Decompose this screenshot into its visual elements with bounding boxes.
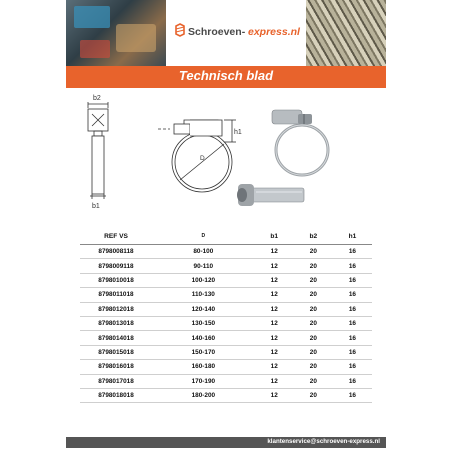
- table-row: [80, 316, 372, 330]
- table-cell: 12: [255, 331, 294, 345]
- table-cell: 16: [333, 302, 372, 316]
- table-cell: 90-110: [152, 259, 255, 273]
- table-cell: 12: [255, 245, 294, 259]
- table-cell: 20: [294, 273, 333, 287]
- table-cell: 8798012018: [80, 302, 152, 316]
- datasheet-page: [66, 0, 386, 452]
- footer: [66, 437, 386, 448]
- table-cell: 130-150: [152, 316, 255, 330]
- table-cell: 12: [255, 288, 294, 302]
- table-cell: 160-180: [152, 360, 255, 374]
- table-cell: 20: [294, 302, 333, 316]
- table-row: [80, 273, 372, 287]
- table-cell: 8798016018: [80, 360, 152, 374]
- table-cell: 12: [255, 259, 294, 273]
- clamp-housing-photo: [237, 184, 304, 206]
- table-cell: 16: [333, 245, 372, 259]
- brand-logo[interactable]: [166, 0, 306, 66]
- footer-email[interactable]: klantenservice@schroeven-express.nl: [267, 438, 380, 445]
- table-cell: 180-200: [152, 388, 255, 402]
- table-row: [80, 331, 372, 345]
- label-h1: h1: [234, 129, 242, 136]
- brand-name: Schroeven-: [188, 26, 246, 38]
- table-row: [80, 345, 372, 359]
- table-cell: 8798010018: [80, 273, 152, 287]
- tools-photo: [66, 0, 166, 66]
- screw-logo-icon: [174, 23, 186, 37]
- spec-table: [80, 228, 372, 403]
- table-cell: 8798018018: [80, 388, 152, 402]
- table-cell: 20: [294, 259, 333, 273]
- front-view: [88, 102, 108, 199]
- screws-photo: [306, 0, 386, 66]
- table-cell: 16: [333, 259, 372, 273]
- table-cell: 16: [333, 331, 372, 345]
- table-cell: 8798009118: [80, 259, 152, 273]
- table-cell: 16: [333, 288, 372, 302]
- table-row: [80, 388, 372, 402]
- table-cell: 8798014018: [80, 331, 152, 345]
- table-cell: 16: [333, 273, 372, 287]
- table-cell: 20: [294, 316, 333, 330]
- table-row: [80, 374, 372, 388]
- table-cell: 140-160: [152, 331, 255, 345]
- table-cell: 20: [294, 345, 333, 359]
- table-cell: 20: [294, 245, 333, 259]
- label-b1: b1: [92, 203, 100, 210]
- label-b2: b2: [93, 95, 101, 102]
- table-cell: 8798011018: [80, 288, 152, 302]
- column-header: b2: [294, 228, 333, 245]
- table-cell: 110-130: [152, 288, 255, 302]
- hose-clamp-photo: [272, 110, 328, 175]
- column-header: b1: [255, 228, 294, 245]
- table-cell: 8798015018: [80, 345, 152, 359]
- table-cell: 16: [333, 388, 372, 402]
- table-cell: 20: [294, 360, 333, 374]
- table-cell: 150-170: [152, 345, 255, 359]
- side-view: [158, 120, 236, 192]
- table-cell: 8798017018: [80, 374, 152, 388]
- table-cell: 80-100: [152, 245, 255, 259]
- table-cell: 12: [255, 388, 294, 402]
- table-cell: 16: [333, 316, 372, 330]
- table-row: [80, 302, 372, 316]
- brand-domain: express.nl: [248, 26, 300, 38]
- table-cell: 16: [333, 374, 372, 388]
- table-row: [80, 245, 372, 259]
- column-header: h1: [333, 228, 372, 245]
- title-band: [66, 66, 386, 88]
- table-cell: 12: [255, 316, 294, 330]
- table-cell: 120-140: [152, 302, 255, 316]
- table-cell: 8798008118: [80, 245, 152, 259]
- table-header-row: [80, 228, 372, 245]
- technical-drawing: [66, 92, 386, 222]
- table-row: [80, 259, 372, 273]
- table-cell: 100-120: [152, 273, 255, 287]
- table-cell: 12: [255, 273, 294, 287]
- label-D: D: [200, 155, 205, 162]
- table-cell: 20: [294, 388, 333, 402]
- table-cell: 12: [255, 374, 294, 388]
- table-cell: 12: [255, 345, 294, 359]
- table-row: [80, 288, 372, 302]
- column-header: D: [152, 228, 255, 245]
- table-cell: 16: [333, 360, 372, 374]
- table-cell: 12: [255, 360, 294, 374]
- header: [66, 0, 386, 66]
- table-cell: 20: [294, 331, 333, 345]
- table-cell: 20: [294, 288, 333, 302]
- table-cell: 16: [333, 345, 372, 359]
- table-cell: 20: [294, 374, 333, 388]
- page-title: Technisch blad: [178, 68, 274, 83]
- table-cell: 170-190: [152, 374, 255, 388]
- table-cell: 12: [255, 302, 294, 316]
- table-cell: 8798013018: [80, 316, 152, 330]
- table-row: [80, 360, 372, 374]
- column-header: REF VS: [80, 228, 152, 245]
